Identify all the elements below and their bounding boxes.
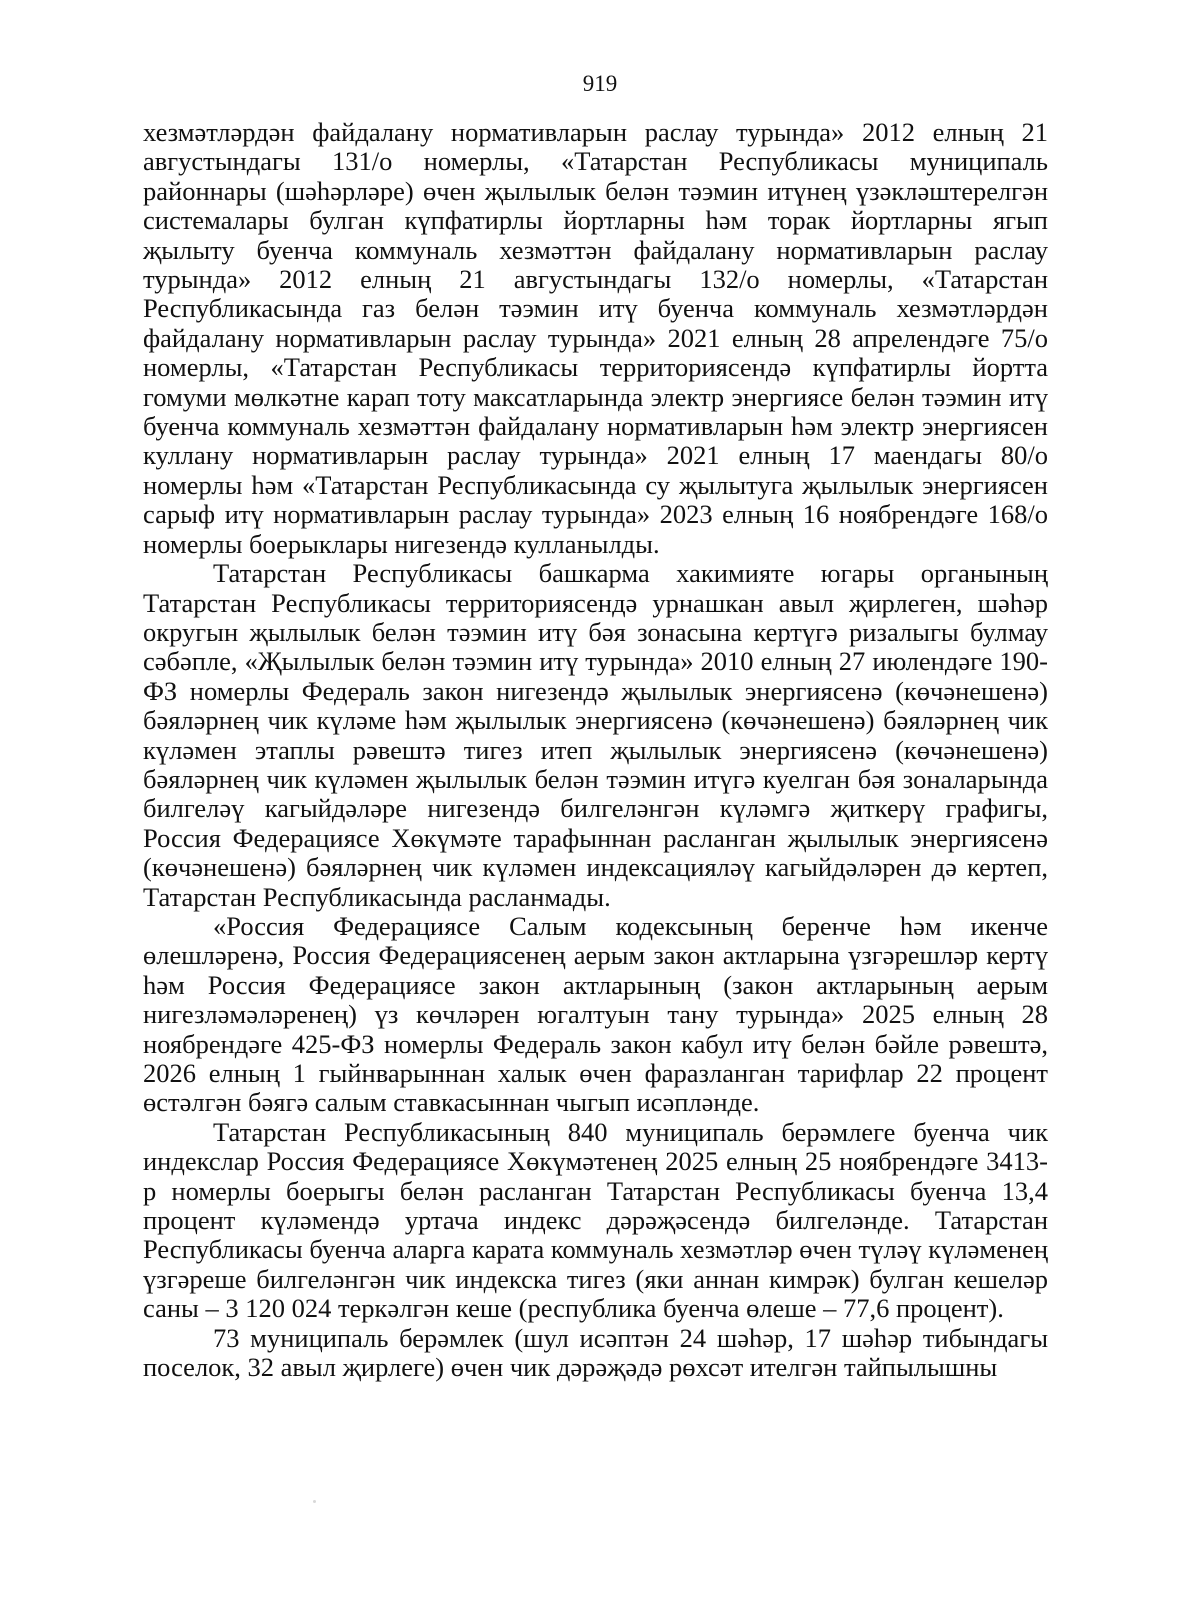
paragraph-5: 73 муниципаль берәмлек (шул исәптән 24 шәһәр, 17 шәһәр тибындагы поселок, 32 авыл җирлеге) өчен чик дәрәҗәдә рөхсәт ителгән тайпылышны: [143, 1322, 1048, 1383]
paragraph-1: хезмәтләрдән файдалану нормативларын раслау турында» 2012 елның 21 августындагы 131/о номерлы, «Татарстан Республикасы муниципаль районнары (шәһәрләре) өчен җылылык белән тәэмин итүнең үзәкләштерелгән системалары булган күпфатирлы йортларны һәм торак йортларны ягып җылыту буенча коммуналь хезмәттән файдалану нормативларын раслау турында» 2012 елның 21 августындагы 132/о номерлы, «Татарстан Республикасында газ белән тәэмин итү буенча коммуналь хезмәтләрдән файдалану нормативларын раслау турында» 2021 елның 28 апрелендәге 75/о номерлы, «Татарстан Республикасы территориясендә күпфатирлы йортта гомуми мөлкәтне карап тоту максатларында электр энергиясе белән тәэмин итү буенча коммуналь хезмәттән файдалану нормативларын һәм электр энергиясен куллану нормативларын раслау турында» 2021 елның 17 маендагы 80/о номерлы һәм «Татарстан Республикасында су җылытуга җылылык энергиясен сарыф итү нормативларын раслау турында» 2023 елның 16 ноябрендәге 168/о номерлы боерыклары нигезендә кулланылды.: [143, 117, 1048, 559]
paragraph-2: Татарстан Республикасы башкарма хакимияте югары органының Татарстан Республикасы территориясендә урнашкан авыл җирлеген, шәһәр округын җылылык белән тәэмин итү бәя зонасына кертүгә ризалыгы булмау сәбәпле, «Җылылык белән тәэмин итү турында» 2010 елның 27 июлендәге 190-ФЗ номерлы Федераль закон нигезендә җылылык энергиясенә (көчәнешенә) бәяләрнең чик күләме һәм җылылык энергиясенә (көчәнешенә) бәяләрнең чик күләмен этаплы рәвештә тигез итеп җылылык энергиясенә (көчәнешенә) бәяләрнең чик күләмен җылылык белән тәэмин итүгә куелган бәя зоналарында билгеләү кагыйдәләре нигезендә билгеләнгән күләмгә җиткерү графигы, Россия Федерациясе Хөкүмәте тарафыннан расланган җылылык энергиясенә (көчәнешенә) бәяләрнең чик күләмен индексацияләү кагыйдәләрен дә кертеп, Татарстан Республикасында расланмады.: [143, 558, 1048, 912]
body-text: [143, 118, 1048, 1382]
scan-speck: [313, 1500, 316, 1503]
page-number: 919: [582, 71, 618, 96]
paragraph-4: Татарстан Республикасының 840 муниципаль берәмлеге буенча чик индекслар Россия Федерациясе Хөкүмәтенең 2025 елның 25 ноябрендәге 3413-р номерлы боерыгы белән расланган Татарстан Республикасы буенча 13,4 процент күләмендә уртача индекс дәрәҗәсендә билгеләнде. Татарстан Республикасы буенча аларга карата коммуналь хезмәтләр өчен түләү күләменең үзгәреше билгеләнгән чик индекска тигез (яки аннан кимрәк) булган кешеләр саны – 3 120 024 теркәлгән кеше (республика буенча өлеше – 77,6 процент).: [143, 1116, 1048, 1324]
paragraph-3: «Россия Федерациясе Салым кодексының беренче һәм икенче өлешләренә, Россия Федерациясенең аерым закон актларына үзгәрешләр кертү һәм Россия Федерациясе закон актларының (закон актларының аерым нигезләмәләренең) үз көчләрен югалтуын тану турында» 2025 елның 28 ноябрендәге 425-ФЗ номерлы Федераль закон кабул итү белән бәйле рәвештә, 2026 елның 1 гыйнварыннан халык өчен фаразланган тарифлар 22 процент өстәлгән бәягә салым ставкасыннан чыгып исәпләнде.: [143, 910, 1048, 1118]
